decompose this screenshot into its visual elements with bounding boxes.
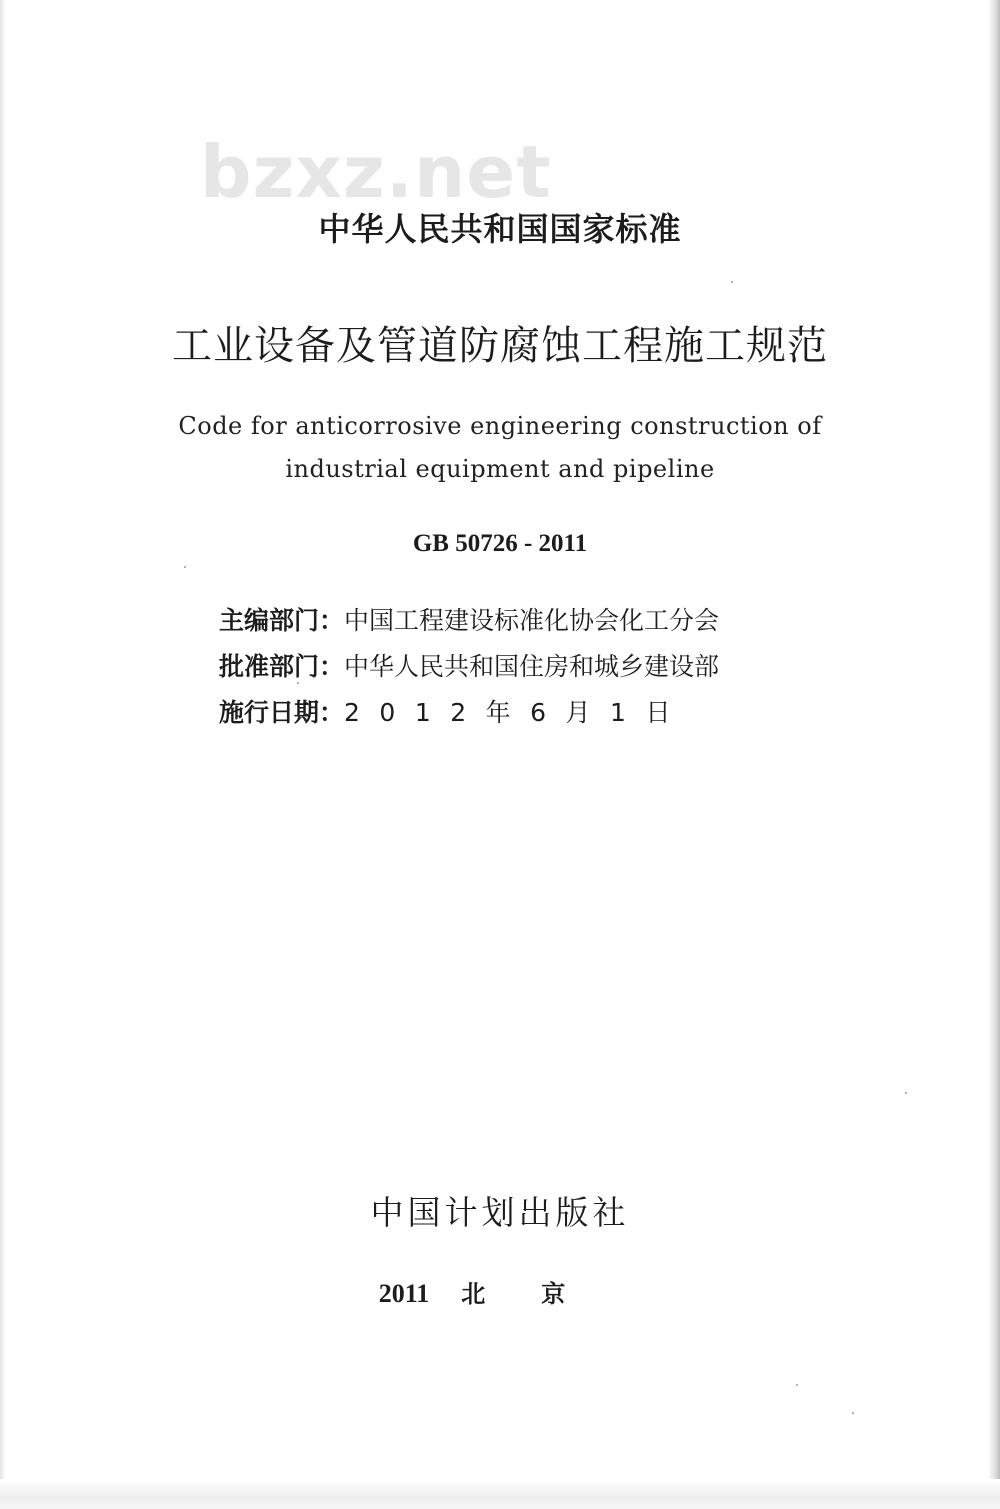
watermark: bzxz.net [200,130,552,214]
meta-approval-label: 批准部门： [219,652,345,681]
scan-speck [796,1384,798,1386]
scan-speck [905,1092,907,1094]
meta-effective-date-label: 施行日期： [219,698,345,727]
imprint [0,1274,1000,1314]
meta-effective-date [219,690,819,736]
scan-speck [852,1412,854,1414]
meta-approval-value: 中华人民共和国住房和城乡建设部 [344,652,720,681]
document-title-english-line-2: industrial equipment and pipeline [285,455,715,483]
standard-series-heading: 中华人民共和国国家标准 [318,210,682,248]
scan-speck [731,281,733,283]
document-metadata [219,598,819,736]
publisher-name: 中国计划出版社 [370,1193,630,1232]
page-bottom-edge-shadow [0,1479,1000,1509]
meta-chief-editor-value: 中国工程建设标准化协会化工分会 [344,606,720,635]
meta-approval [219,644,819,690]
imprint-year: 2011 [378,1279,430,1308]
meta-chief-editor-label: 主编部门： [219,606,345,635]
imprint-city: 北京 [461,1280,622,1308]
standard-code: GB 50726 - 2011 [412,530,588,557]
document-title-english-line-1: Code for anticorrosive engineering construction of [178,412,822,440]
meta-chief-editor [219,598,819,644]
scan-speck [297,682,299,684]
document-title-english [0,405,1000,491]
document-title-chinese: 工业设备及管道防腐蚀工程施工规范 [172,323,828,369]
scan-speck [184,566,186,568]
meta-effective-date-value: 2012年6月1日 [344,698,690,727]
